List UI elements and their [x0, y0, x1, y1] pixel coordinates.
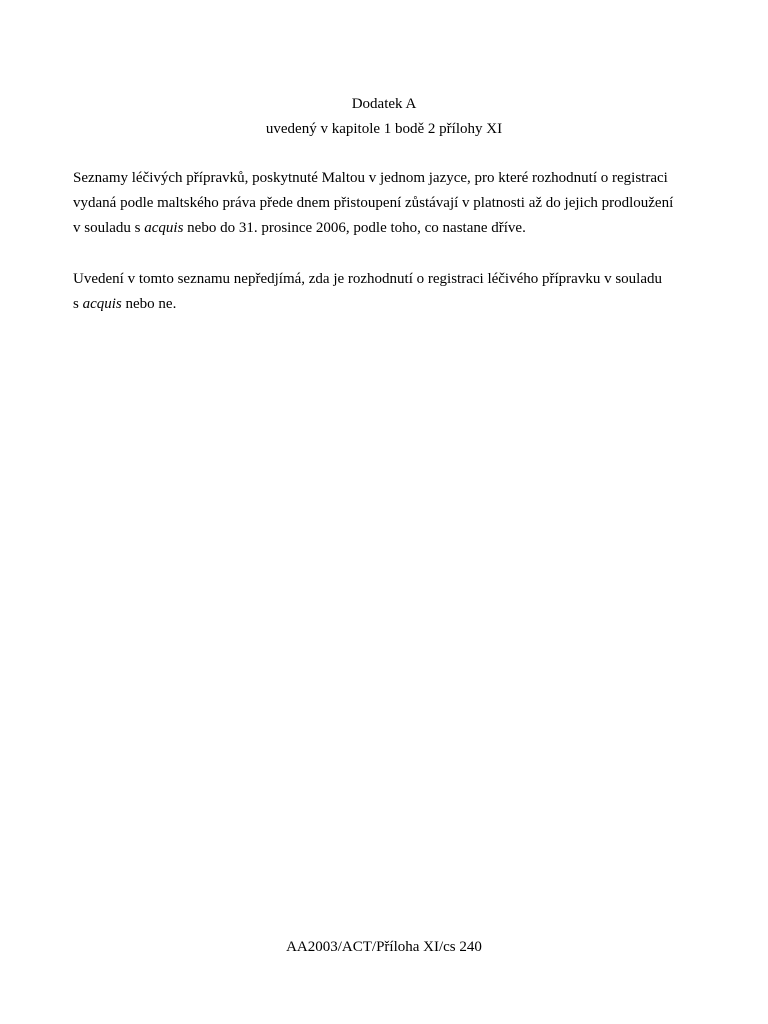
page-footer: AA2003/ACT/Příloha XI/cs 240	[286, 939, 482, 955]
appendix-subtitle: uvedený v kapitole 1 bodě 2 přílohy XI	[265, 121, 503, 137]
paragraph-2	[73, 267, 713, 317]
paragraph-1	[73, 166, 713, 241]
acquis-term: acquis	[144, 220, 184, 236]
paragraph-2-line-2	[73, 292, 713, 317]
heading-block	[0, 92, 768, 142]
paragraph-1-line-2: vydaná podle maltského práva přede dnem přistoupení zůstávají v platnosti až do jejich prodloužení	[73, 195, 674, 211]
paragraph-2-line-2-suffix: nebo ne.	[121, 296, 177, 312]
appendix-title: Dodatek A	[351, 96, 417, 112]
paragraph-2-line-1: Uvedení v tomto seznamu nepředjímá, zda je rozhodnutí o registraci léčivého přípravku v souladu	[73, 271, 662, 287]
acquis-term: acquis	[82, 296, 122, 312]
paragraph-2-line-2-prefix: s	[73, 296, 83, 312]
paragraph-1-line-3-suffix: nebo do 31. prosince 2006, podle toho, co nastane dříve.	[183, 220, 526, 236]
paragraph-1-line-3-prefix: v souladu s	[73, 220, 145, 236]
paragraph-1-line-3	[73, 216, 713, 241]
paragraph-1-line-1: Seznamy léčivých přípravků, poskytnuté Maltou v jednom jazyce, pro které rozhodnutí o registraci	[73, 170, 668, 186]
